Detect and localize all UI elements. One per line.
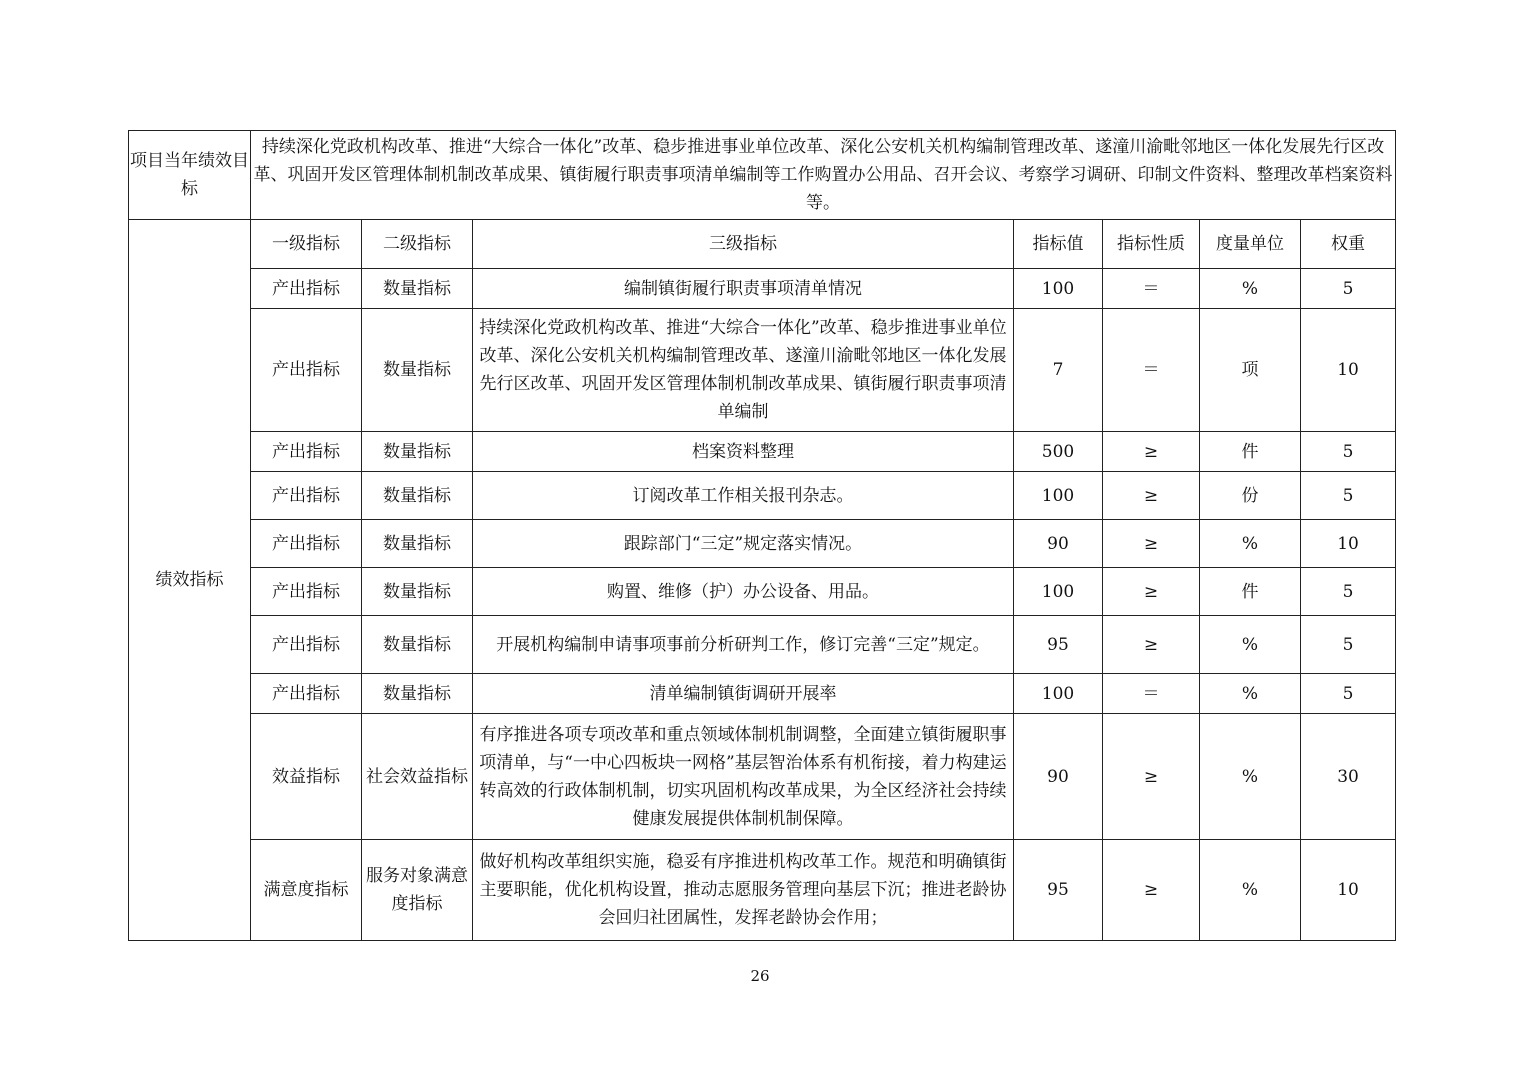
nature-cell: ＝ [1103, 269, 1200, 309]
nature-cell: ＝ [1103, 674, 1200, 714]
level2-cell: 数量指标 [362, 674, 473, 714]
level3-cell: 购置、维修（护）办公设备、用品。 [473, 568, 1014, 616]
goal-row [129, 131, 1396, 220]
header-weight: 权重 [1301, 220, 1396, 269]
level1-cell: 产出指标 [251, 269, 362, 309]
weight-cell: 10 [1301, 520, 1396, 568]
value-cell: 95 [1014, 840, 1103, 941]
weight-cell: 10 [1301, 840, 1396, 941]
level1-cell: 产出指标 [251, 674, 362, 714]
value-cell: 95 [1014, 616, 1103, 674]
level2-cell: 数量指标 [362, 269, 473, 309]
table-row [129, 309, 1396, 432]
weight-cell: 5 [1301, 472, 1396, 520]
table-row [129, 568, 1396, 616]
unit-cell: 份 [1200, 472, 1301, 520]
header-row [129, 220, 1396, 269]
level2-cell: 数量指标 [362, 472, 473, 520]
nature-cell: ≥ [1103, 568, 1200, 616]
level3-cell: 清单编制镇街调研开展率 [473, 674, 1014, 714]
unit-cell: % [1200, 714, 1301, 840]
page-number: 26 [750, 967, 770, 985]
header-unit: 度量单位 [1200, 220, 1301, 269]
table-row [129, 674, 1396, 714]
table-row [129, 520, 1396, 568]
value-cell: 100 [1014, 472, 1103, 520]
table-row [129, 616, 1396, 674]
unit-cell: % [1200, 520, 1301, 568]
level3-cell: 开展机构编制申请事项事前分析研判工作，修订完善“三定”规定。 [473, 616, 1014, 674]
performance-table [128, 130, 1396, 941]
value-cell: 500 [1014, 432, 1103, 472]
level1-cell: 产出指标 [251, 616, 362, 674]
weight-cell: 30 [1301, 714, 1396, 840]
level3-cell: 档案资料整理 [473, 432, 1014, 472]
level2-cell: 数量指标 [362, 568, 473, 616]
level1-cell: 满意度指标 [251, 840, 362, 941]
weight-cell: 5 [1301, 269, 1396, 309]
unit-cell: 件 [1200, 568, 1301, 616]
nature-cell: ≥ [1103, 432, 1200, 472]
level3-cell: 编制镇街履行职责事项清单情况 [473, 269, 1014, 309]
weight-cell: 5 [1301, 568, 1396, 616]
level3-cell: 订阅改革工作相关报刊杂志。 [473, 472, 1014, 520]
level1-cell: 产出指标 [251, 520, 362, 568]
table-row [129, 472, 1396, 520]
value-cell: 100 [1014, 568, 1103, 616]
value-cell: 90 [1014, 520, 1103, 568]
unit-cell: 件 [1200, 432, 1301, 472]
table-row [129, 432, 1396, 472]
header-value: 指标值 [1014, 220, 1103, 269]
level2-cell: 服务对象满意度指标 [362, 840, 473, 941]
nature-cell: ≥ [1103, 520, 1200, 568]
level1-cell: 产出指标 [251, 472, 362, 520]
level3-cell: 做好机构改革组织实施，稳妥有序推进机构改革工作。规范和明确镇街主要职能，优化机构设置，推动志愿服务管理向基层下沉；推进老龄协会回归社团属性，发挥老龄协会作用； [473, 840, 1014, 941]
table-row [129, 840, 1396, 941]
level3-cell: 跟踪部门“三定”规定落实情况。 [473, 520, 1014, 568]
value-cell: 90 [1014, 714, 1103, 840]
weight-cell: 5 [1301, 432, 1396, 472]
level2-cell: 社会效益指标 [362, 714, 473, 840]
header-level2: 二级指标 [362, 220, 473, 269]
level3-cell: 有序推进各项专项改革和重点领域体制机制调整，全面建立镇街履职事项清单，与“一中心四板块一网格”基层智治体系有机衔接，着力构建运转高效的行政体制机制，切实巩固机构改革成果，为全区经济社会持续健康发展提供体制机制保障。 [473, 714, 1014, 840]
unit-cell: % [1200, 840, 1301, 941]
goal-label: 项目当年绩效目标 [129, 131, 251, 220]
level2-cell: 数量指标 [362, 309, 473, 432]
nature-cell: ≥ [1103, 472, 1200, 520]
indicators-label: 绩效指标 [129, 220, 251, 941]
level2-cell: 数量指标 [362, 520, 473, 568]
weight-cell: 10 [1301, 309, 1396, 432]
weight-cell: 5 [1301, 616, 1396, 674]
unit-cell: 项 [1200, 309, 1301, 432]
unit-cell: % [1200, 674, 1301, 714]
goal-text: 持续深化党政机构改革、推进“大综合一体化”改革、稳步推进事业单位改革、深化公安机关机构编制管理改革、遂潼川渝毗邻地区一体化发展先行区改革、巩固开发区管理体制机制改革成果、镇街履行职责事项清单编制等工作购置办公用品、召开会议、考察学习调研、印制文件资料、整理改革档案资料等。 [251, 131, 1396, 220]
level1-cell: 产出指标 [251, 432, 362, 472]
nature-cell: ＝ [1103, 309, 1200, 432]
unit-cell: % [1200, 269, 1301, 309]
level2-cell: 数量指标 [362, 432, 473, 472]
value-cell: 100 [1014, 269, 1103, 309]
unit-cell: % [1200, 616, 1301, 674]
nature-cell: ≥ [1103, 840, 1200, 941]
level1-cell: 产出指标 [251, 568, 362, 616]
level3-cell: 持续深化党政机构改革、推进“大综合一体化”改革、稳步推进事业单位改革、深化公安机关机构编制管理改革、遂潼川渝毗邻地区一体化发展先行区改革、巩固开发区管理体制机制改革成果、镇街履行职责事项清单编制 [473, 309, 1014, 432]
header-level3: 三级指标 [473, 220, 1014, 269]
nature-cell: ≥ [1103, 616, 1200, 674]
value-cell: 7 [1014, 309, 1103, 432]
table-row [129, 714, 1396, 840]
weight-cell: 5 [1301, 674, 1396, 714]
level1-cell: 产出指标 [251, 309, 362, 432]
nature-cell: ≥ [1103, 714, 1200, 840]
table-row [129, 269, 1396, 309]
header-nature: 指标性质 [1103, 220, 1200, 269]
value-cell: 100 [1014, 674, 1103, 714]
level2-cell: 数量指标 [362, 616, 473, 674]
header-level1: 一级指标 [251, 220, 362, 269]
level1-cell: 效益指标 [251, 714, 362, 840]
